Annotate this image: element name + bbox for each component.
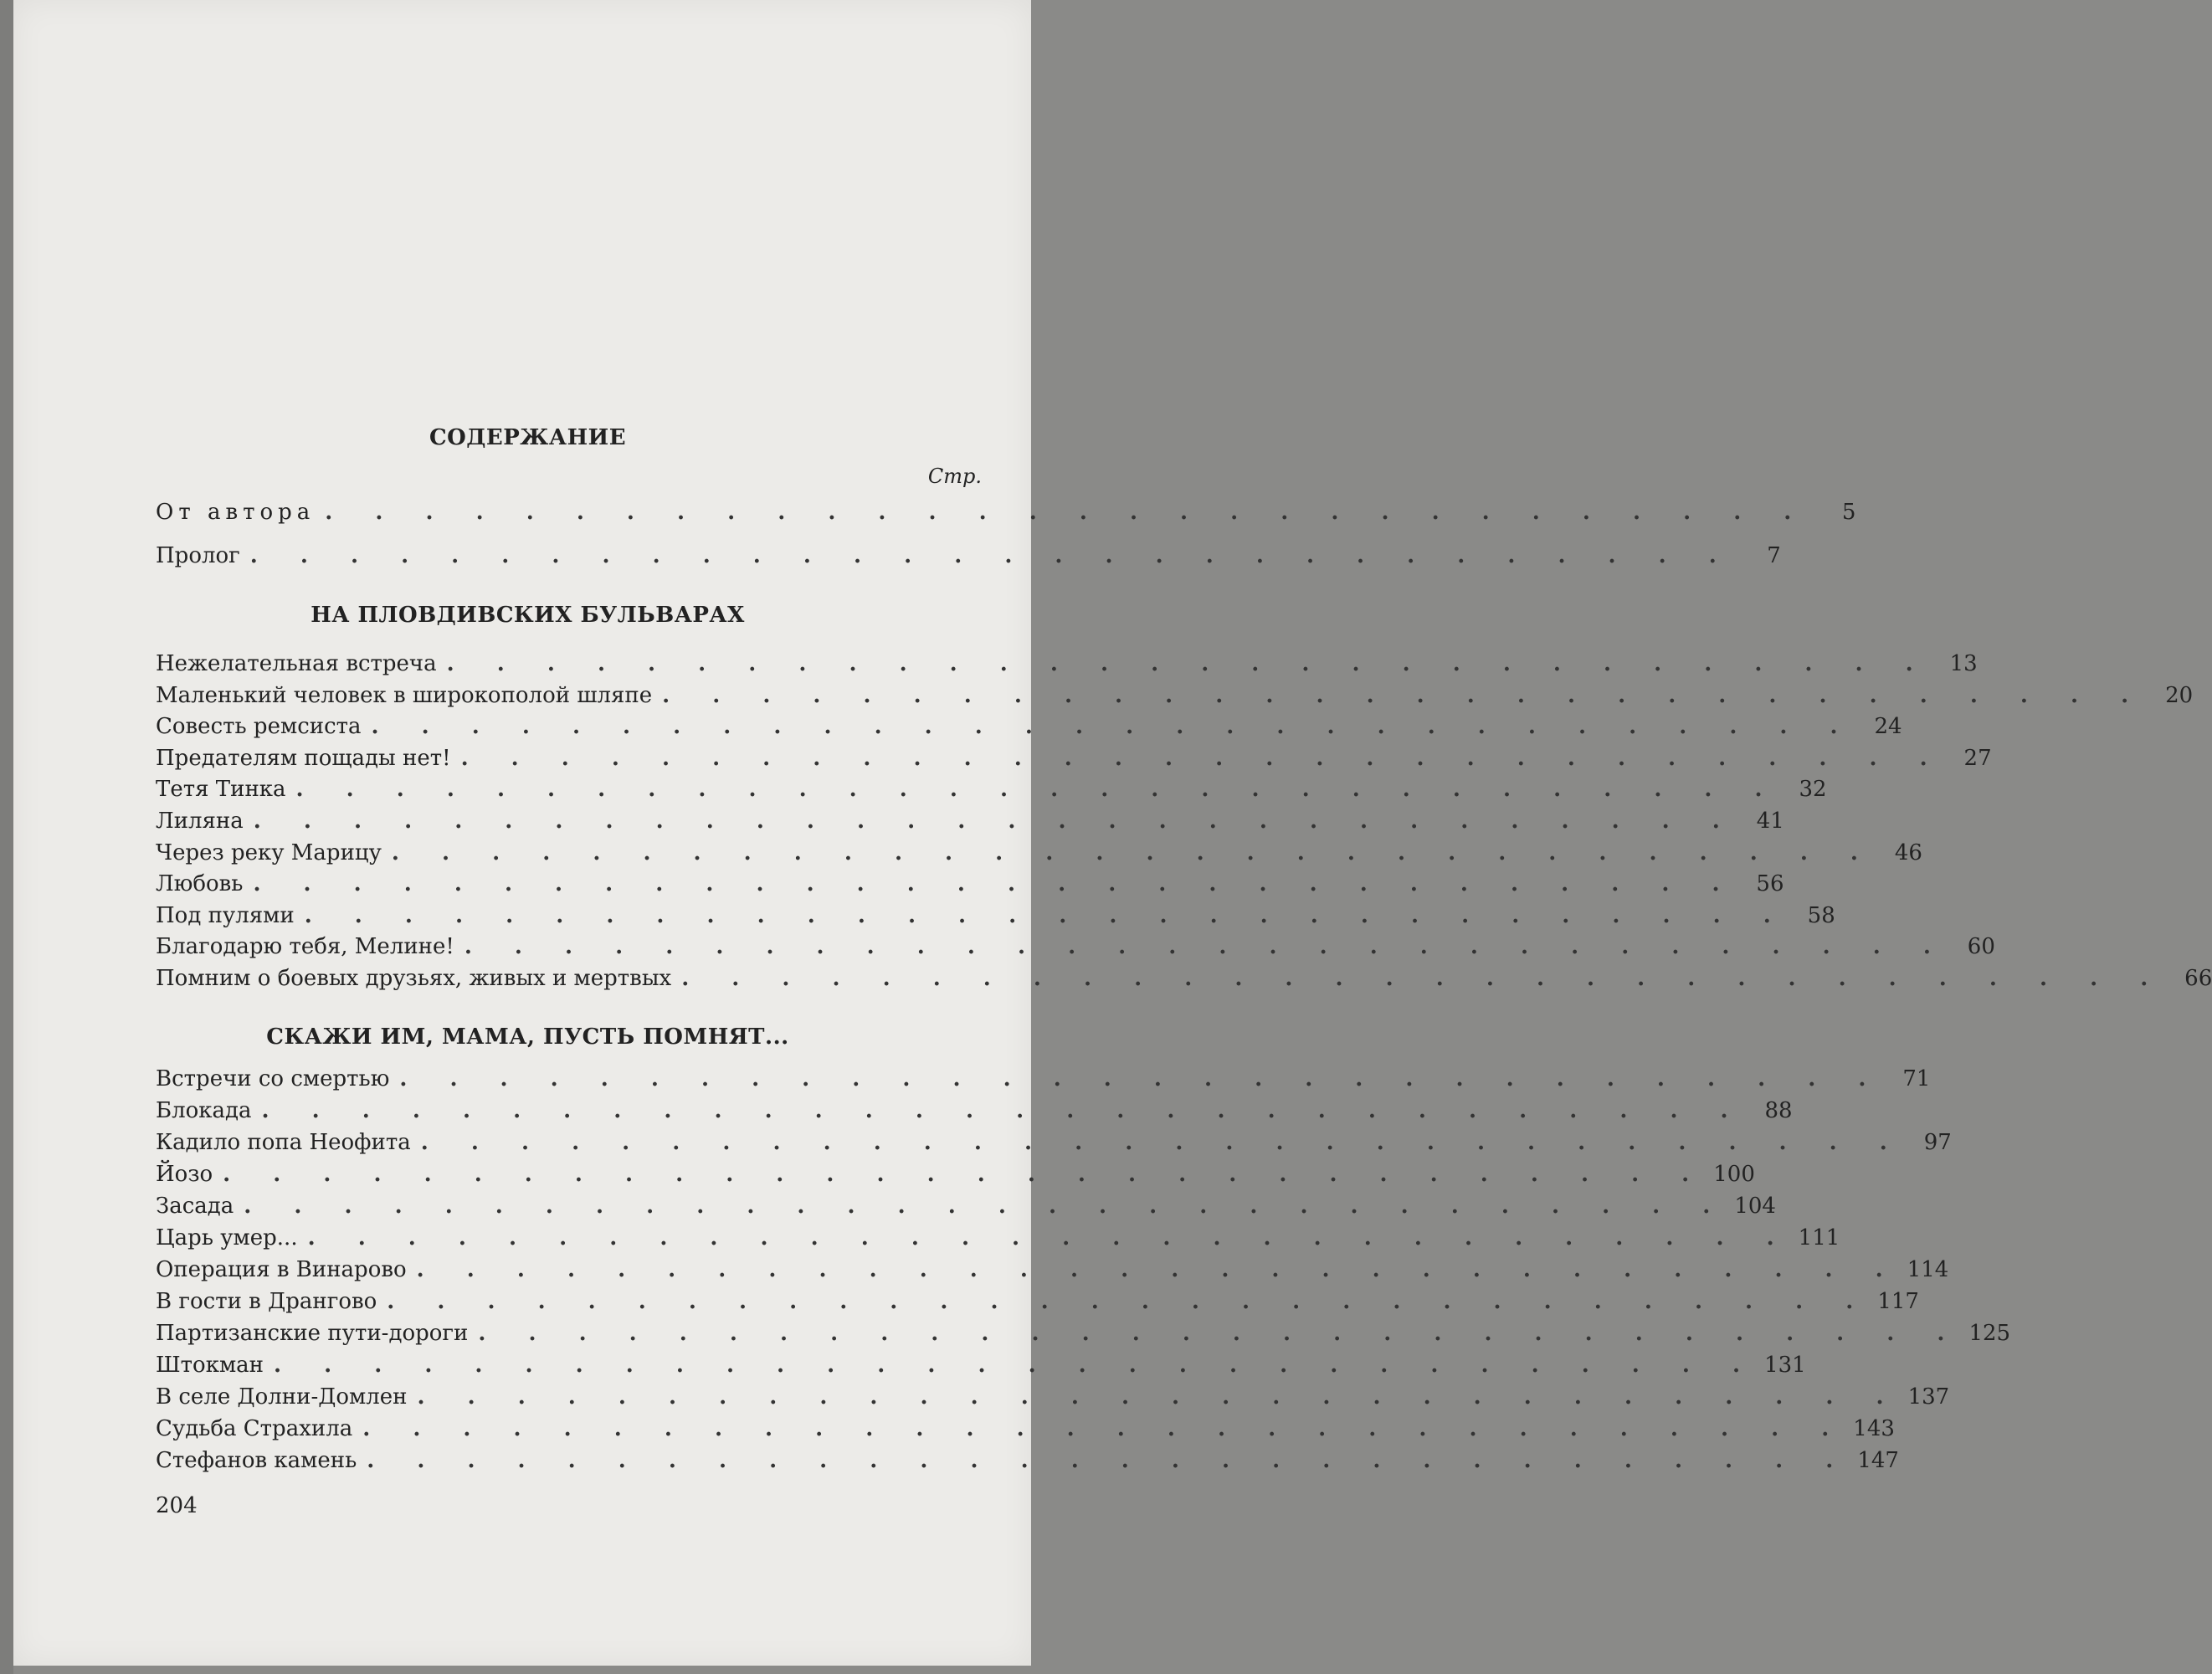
toc-entry[interactable] xyxy=(156,1066,1931,1096)
toc-entry-page: 147 xyxy=(1857,1448,1899,1473)
toc-entry[interactable] xyxy=(156,1162,1755,1192)
toc-entry-page: 143 xyxy=(1853,1416,1895,1441)
toc-entry-page: 13 xyxy=(1949,651,1978,676)
leader-dots: . . . . . . . . . . . . . . . . . . . . . . . . . . . . . . xyxy=(417,1384,1901,1410)
toc-entry-title: От автора xyxy=(156,500,316,525)
toc-entry[interactable] xyxy=(156,543,1781,573)
toc-entry[interactable] xyxy=(156,1098,1793,1128)
toc-entry[interactable] xyxy=(156,903,1835,933)
leader-dots: . . . . . . . . . . . . . . . . . . . . . . . . . . . . . . xyxy=(387,1289,1871,1314)
toc-entry-title: Штокман xyxy=(156,1353,264,1378)
toc-entry-title: В селе Долни-Домлен xyxy=(156,1384,408,1410)
toc-entry-page: 46 xyxy=(1894,840,1922,865)
toc-entry[interactable] xyxy=(156,500,1856,530)
toc-entry-page: 27 xyxy=(1963,746,1992,771)
toc-entry[interactable] xyxy=(156,1225,1840,1256)
toc-entry-title: Кадило попа Неофита xyxy=(156,1130,411,1155)
toc-entry-title: Блокада xyxy=(156,1098,252,1123)
toc-entry[interactable] xyxy=(156,777,1827,807)
toc-entry-page: 114 xyxy=(1907,1257,1949,1282)
toc-entry[interactable] xyxy=(156,1289,1919,1319)
leader-dots: . . . . . . . . . . . . . . . . . . . . . . . . . . . . . . xyxy=(307,1225,1792,1250)
toc-entry-title: Стефанов камень xyxy=(156,1448,357,1473)
toc-entry-title: Пролог xyxy=(156,543,240,568)
leader-dots: . . . . . . . . . . . . . . . . . . . . . . . . . . . . . . xyxy=(253,809,1737,834)
leader-dots: . . . . . . . . . . . . . . . . . . . . . . . . . . . . . . xyxy=(362,1416,1847,1441)
section-heading: НА ПЛОВДИВСКИХ БУЛЬВАРАХ xyxy=(311,603,745,628)
toc-entry-title: Встречи со смертью xyxy=(156,1066,390,1091)
toc-entry-title: Лиляна xyxy=(156,809,244,834)
leader-dots: . . . . . . . . . . . . . . . . . . . . . . . . . . . . . . xyxy=(295,777,1780,802)
toc-entry[interactable] xyxy=(156,1194,1776,1224)
leader-dots: . . . . . . . . . . . . . . . . . . . . . . . . . . . . . . xyxy=(662,683,2147,708)
toc-entry[interactable] xyxy=(156,746,1992,776)
toc-entry-page: 131 xyxy=(1764,1353,1806,1378)
page-edge xyxy=(0,0,13,1674)
toc-entry[interactable] xyxy=(156,1257,1949,1287)
leader-dots: . . . . . . . . . . . . . . . . . . . . . . . . . . . . . . xyxy=(464,934,1948,959)
page-column-label: Стр. xyxy=(927,465,982,488)
contents-title: СОДЕРЖАНИЕ xyxy=(429,425,627,450)
leader-dots: . . . . . . . . . . . . . . . . . . . . . . . . . . . . . . xyxy=(399,1066,1884,1091)
toc-entry[interactable] xyxy=(156,934,1995,964)
leader-dots: . . . . . . . . . . . . . . . . . . . . . . . . . . . . . . xyxy=(681,966,2166,991)
toc-entry[interactable] xyxy=(156,683,2194,713)
toc-entry-page: 66 xyxy=(2184,966,2212,991)
toc-entry-title: Засада xyxy=(156,1194,234,1219)
toc-entry[interactable] xyxy=(156,714,1902,744)
leader-dots: . . . . . . . . . . . . . . . . . . . . . . . . . . . . . . xyxy=(416,1257,1901,1282)
toc-entry[interactable] xyxy=(156,1448,1899,1478)
leader-dots: . . . . . . . . . . . . . . . . . . . . . . . . . . . . . . xyxy=(261,1098,1746,1123)
leader-dots: . . . . . . . . . . . . . . . . . . . . . . . . . . . . . . xyxy=(391,840,1876,865)
toc-entry-title: Тетя Тинка xyxy=(156,777,286,802)
toc-entry-title: Предателям пощады нет! xyxy=(156,746,451,771)
toc-entry[interactable] xyxy=(156,1416,1895,1446)
leader-dots: . . . . . . . . . . . . . . . . . . . . . . . . . . . . . . xyxy=(274,1353,1758,1378)
leader-dots: . . . . . . . . . . . . . . . . . . . . . . . . . . . . . . xyxy=(253,871,1737,896)
toc-entry[interactable] xyxy=(156,651,1978,681)
toc-entry[interactable] xyxy=(156,809,1784,839)
leader-dots: . . . . . . . . . . . . . . . . . . . . . . . . . . . . . . xyxy=(223,1162,1707,1187)
toc-entry-page: 56 xyxy=(1756,871,1784,896)
toc-entry-title: Царь умер... xyxy=(156,1225,298,1250)
toc-entry-title: Любовь xyxy=(156,871,244,896)
leader-dots: . . . . . . . . . . . . . . . . . . . . . . . . . . . . . . xyxy=(325,500,1809,525)
leader-dots: . . . . . . . . . . . . . . . . . . . . . . . . . . . . . . xyxy=(420,1130,1905,1155)
toc-entry[interactable] xyxy=(156,1321,2011,1351)
leader-dots: . . . . . . . . . . . . . . . . . . . . . . . . . . . . . . xyxy=(446,651,1931,676)
toc-entry-page: 88 xyxy=(1764,1098,1793,1123)
toc-entry[interactable] xyxy=(156,1130,1952,1160)
toc-entry[interactable] xyxy=(156,1353,1806,1383)
leader-dots: . . . . . . . . . . . . . . . . . . . . . . . . . . . . . . xyxy=(244,1194,1728,1219)
leader-dots: . . . . . . . . . . . . . . . . . . . . . . . . . . . . . . xyxy=(371,714,1855,739)
toc-entry-page: 111 xyxy=(1798,1225,1840,1250)
toc-entry-page: 24 xyxy=(1874,714,1902,739)
toc-entry-page: 58 xyxy=(1807,903,1835,928)
toc-entry-page: 71 xyxy=(1902,1066,1931,1091)
toc-entry-page: 100 xyxy=(1713,1162,1755,1187)
toc-entry-page: 20 xyxy=(2165,683,2194,708)
toc-entry[interactable] xyxy=(156,966,2212,996)
toc-entry-page: 97 xyxy=(1923,1130,1952,1155)
toc-entry-page: 117 xyxy=(1877,1289,1919,1314)
toc-entry-page: 104 xyxy=(1734,1194,1776,1219)
toc-entry-title: Благодарю тебя, Мелине! xyxy=(156,934,454,959)
toc-entry-title: Под пулями xyxy=(156,903,295,928)
toc-entry-title: Партизанские пути-дороги xyxy=(156,1321,469,1346)
toc-entry-page: 60 xyxy=(1967,934,1995,959)
toc-entry-page: 32 xyxy=(1799,777,1827,802)
toc-entry[interactable] xyxy=(156,1384,1950,1415)
toc-entry-page: 7 xyxy=(1767,543,1781,568)
section-heading: СКАЖИ ИМ, МАМА, ПУСТЬ ПОМНЯТ... xyxy=(266,1024,789,1050)
toc-entry-title: Через реку Марицу xyxy=(156,840,382,865)
toc-entry-title: Судьба Страхила xyxy=(156,1416,353,1441)
toc-entry-title: В гости в Дрангово xyxy=(156,1289,377,1314)
page-number: 204 xyxy=(156,1493,198,1518)
toc-entry-title: Нежелательная встреча xyxy=(156,651,437,676)
leader-dots: . . . . . . . . . . . . . . . . . . . . . . . . . . . . . . xyxy=(367,1448,1851,1473)
toc-entry-title: Маленький человек в широкополой шляпе xyxy=(156,683,653,708)
leader-dots: . . . . . . . . . . . . . . . . . . . . . . . . . . . . . . xyxy=(478,1321,1963,1346)
toc-entry[interactable] xyxy=(156,871,1784,901)
toc-entry-page: 5 xyxy=(1841,500,1856,525)
toc-entry[interactable] xyxy=(156,840,1922,870)
leader-dots: . . . . . . . . . . . . . . . . . . . . . . . . . . . . . . xyxy=(249,543,1734,568)
toc-entry-page: 125 xyxy=(1968,1321,2011,1346)
leader-dots: . . . . . . . . . . . . . . . . . . . . . . . . . . . . . . xyxy=(460,746,1945,771)
toc-entry-title: Операция в Винарово xyxy=(156,1257,407,1282)
toc-entry-page: 137 xyxy=(1907,1384,1950,1410)
leader-dots: . . . . . . . . . . . . . . . . . . . . . . . . . . . . . . xyxy=(304,903,1789,928)
toc-entry-title: Йозо xyxy=(156,1162,213,1187)
toc-entry-title: Совесть ремсиста xyxy=(156,714,362,739)
toc-entry-page: 41 xyxy=(1756,809,1784,834)
toc-entry-title: Помним о боевых друзьях, живых и мертвых xyxy=(156,966,672,991)
